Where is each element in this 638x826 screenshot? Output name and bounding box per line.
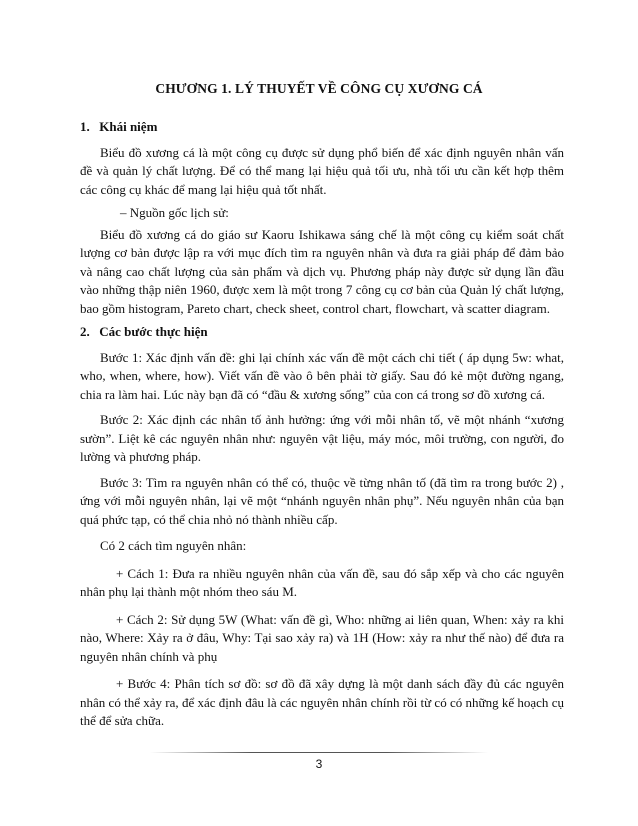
paragraph-step-3: Bước 3: Tìm ra nguyên nhân có thể có, thuộc về từng nhân tố (đã tìm ra trong bước 2) , ứng với mỗi nguyên nhân, lại vẽ một “nhánh nguyên nhân phụ”. Nếu nguyên nhân của bạn quá phức tạp, có thể chia nhỏ nó thành nhiều cấp. bbox=[80, 474, 564, 527]
chapter-title: CHƯƠNG 1. LÝ THUYẾT VỀ CÔNG CỤ XƯƠNG CÁ bbox=[155, 81, 483, 96]
section-2-title: Các bước thực hiện bbox=[99, 324, 208, 339]
paragraph-definition: Biểu đồ xương cá là một công cụ được sử dụng phổ biến để xác định nguyên nhân vấn đề và quản lý chất lượng. Để có thể mang lại hiệu quả tối ưu, nhà tối ưu cần kết hợp thêm các công cụ khác để mang lại hiệu quả tốt nhất. bbox=[80, 144, 564, 197]
page-number: 3 bbox=[315, 757, 323, 771]
paragraph-step-1: Bước 1: Xác định vấn đề: ghi lại chính xác vấn đề một cách chi tiết ( áp dụng 5w: what, who, when, where, how). Viết vấn đề vào ô bên phải tờ giấy. Sau đó kẻ một đường ngang, chia ra làm hai. Lúc này bạn đã có “đầu & xương sống” của con cá trong sơ đồ xương cá. bbox=[80, 349, 564, 402]
section-1-heading bbox=[80, 118, 564, 137]
footer-divider bbox=[150, 752, 488, 753]
section-2-number: 2. bbox=[80, 324, 90, 339]
paragraph-ways-intro: Có 2 cách tìm nguyên nhân: bbox=[100, 538, 247, 553]
origin-label: – Nguồn gốc lịch sử: bbox=[120, 205, 229, 220]
paragraph-step-4: + Bước 4: Phân tích sơ đồ: sơ đồ đã xây dựng là một danh sách đầy đủ các nguyên nhân có thể xảy ra, để xác định đâu là các nguyên nhân chính rồi từ có có những kế hoạch cụ thể để sửa chữa. bbox=[80, 676, 564, 728]
paragraph-way-1: + Cách 1: Đưa ra nhiều nguyên nhân của vấn đề, sau đó sắp xếp và cho các nguyên nhân phụ lại thành một nhóm theo sáu M. bbox=[80, 565, 564, 599]
section-2-heading bbox=[80, 323, 564, 342]
paragraph-origin: Biểu đồ xương cá do giáo sư Kaoru Ishikawa sáng chế là một công cụ kiểm soát chất lượng cơ bản được lập ra với mục đích tìm ra nguyên nhân và đưa ra giải pháp để đảm bảo và nâng cao chất lượng của sản phẩm và dịch vụ. Phương pháp này được sử dụng lần đầu vào những thập niên 1960, được xem là một trong 7 công cụ cơ bản của Quản lý chất lượng, bao gồm histogram, Pareto chart, check sheet, control chart, flowchart, và scatter diagram. bbox=[80, 226, 564, 316]
paragraph-way-2: + Cách 2: Sử dụng 5W (What: vấn đề gì, Who: những ai liên quan, When: xảy ra khi nào, Where: Xảy ra ở đâu, Why: Tại sao xảy ra) và 1H (How: xảy ra như thế nào) để đưa ra nguyên nhân chính và phụ bbox=[80, 611, 564, 664]
section-1-number: 1. bbox=[80, 119, 90, 134]
document-body bbox=[80, 114, 564, 731]
paragraph-step-2: Bước 2: Xác định các nhân tố ảnh hưởng: ứng với mỗi nhân tố, vẽ một nhánh “xương sườn”. Liệt kê các nguyên nhân như: nguyên vật liệu, máy móc, môi trường, con người, đo lường và phương pháp. bbox=[80, 412, 564, 464]
section-1-title: Khái niệm bbox=[99, 119, 158, 134]
